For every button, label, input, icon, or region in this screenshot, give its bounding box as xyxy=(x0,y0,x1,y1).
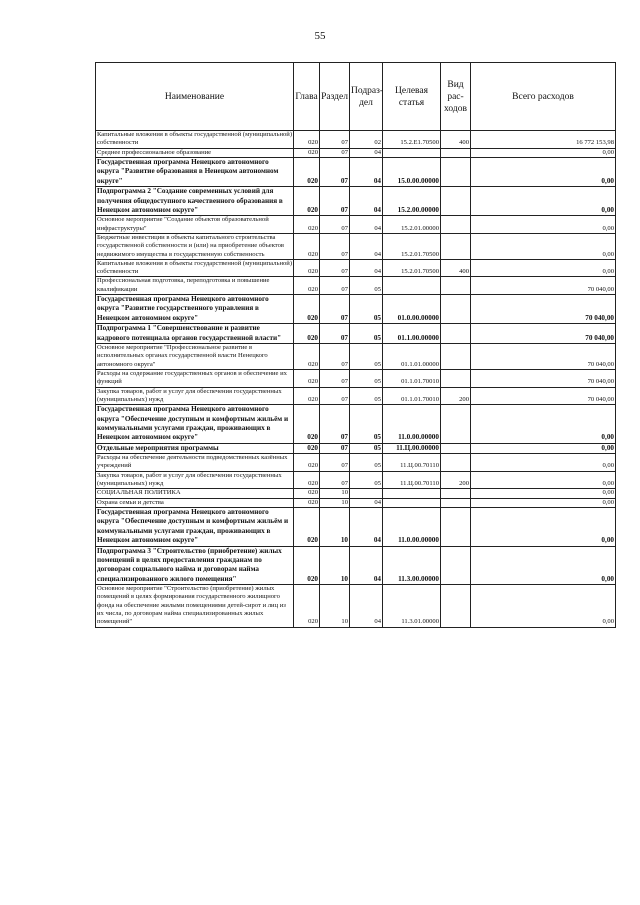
cell-name: Основное мероприятие "Создание объектов образовательной инфраструктуры" xyxy=(96,216,294,234)
cell-name: Охрана семьи и детства xyxy=(96,498,294,507)
cell-glava: 020 xyxy=(294,344,320,370)
cell-glava: 020 xyxy=(294,187,320,216)
cell-total: 70 040,00 xyxy=(471,344,616,370)
cell-vid xyxy=(441,489,471,498)
table-row xyxy=(96,187,616,216)
cell-razdel: 10 xyxy=(320,507,350,546)
cell-total: 70 040,00 xyxy=(471,295,616,324)
cell-target: 11.3.00.00000 xyxy=(383,546,441,585)
cell-podrazdel: 05 xyxy=(350,277,383,295)
table-row xyxy=(96,295,616,324)
cell-razdel: 07 xyxy=(320,187,350,216)
cell-target: 15.2.Е1.70500 xyxy=(383,131,441,149)
cell-razdel: 07 xyxy=(320,387,350,405)
cell-vid xyxy=(441,369,471,387)
cell-total: 0,00 xyxy=(471,585,616,627)
cell-glava: 020 xyxy=(294,489,320,498)
cell-glava: 020 xyxy=(294,157,320,186)
cell-glava: 020 xyxy=(294,259,320,277)
table-row xyxy=(96,507,616,546)
cell-glava: 020 xyxy=(294,546,320,585)
cell-target: 01.1.01.70010 xyxy=(383,369,441,387)
cell-name: Закупка товаров, работ и услуг для обеспечения государственных (муниципальных) нужд xyxy=(96,387,294,405)
cell-total: 0,00 xyxy=(471,233,616,259)
cell-target: 15.2.01.00000 xyxy=(383,216,441,234)
col-header-podrazdel: Подраз-дел xyxy=(350,63,383,131)
cell-vid xyxy=(441,216,471,234)
cell-razdel: 07 xyxy=(320,471,350,489)
cell-name: СОЦИАЛЬНАЯ ПОЛИТИКА xyxy=(96,489,294,498)
cell-razdel: 10 xyxy=(320,498,350,507)
budget-table xyxy=(95,62,616,628)
cell-razdel: 07 xyxy=(320,277,350,295)
cell-vid xyxy=(441,148,471,157)
cell-total: 0,00 xyxy=(471,454,616,472)
cell-razdel: 07 xyxy=(320,216,350,234)
cell-target xyxy=(383,498,441,507)
cell-podrazdel: 05 xyxy=(350,295,383,324)
cell-podrazdel: 05 xyxy=(350,443,383,453)
cell-name: Бюджетные инвестиции в объекты капитального строительства государственной собственности и (или) на приобретение объектов недвижимого имущества в государственную собственность xyxy=(96,233,294,259)
cell-podrazdel: 04 xyxy=(350,259,383,277)
cell-podrazdel: 04 xyxy=(350,216,383,234)
cell-razdel: 07 xyxy=(320,295,350,324)
cell-target: 15.2.01.70500 xyxy=(383,259,441,277)
table-row xyxy=(96,443,616,453)
cell-podrazdel: 05 xyxy=(350,405,383,444)
cell-name: Капитальные вложения в объекты государственной (муниципальной) собственности xyxy=(97,259,293,276)
cell-target: 15.2.00.00000 xyxy=(383,187,441,216)
table-row xyxy=(96,387,616,405)
cell-glava: 020 xyxy=(294,443,320,453)
table-row xyxy=(96,148,616,157)
cell-name: Подпрограмма 2 "Создание современных условий для получения общедоступного качественного образования в Ненецком автономном округе" xyxy=(96,187,294,216)
table-row xyxy=(96,157,616,186)
cell-total: 0,00 xyxy=(471,489,616,498)
cell-name: Отдельные мероприятия программы xyxy=(96,443,294,453)
cell-glava: 020 xyxy=(294,216,320,234)
cell-target xyxy=(383,148,441,157)
table-body xyxy=(96,131,616,628)
table-row xyxy=(96,471,616,489)
cell-total: 0,00 xyxy=(471,546,616,585)
cell-vid xyxy=(441,187,471,216)
cell-total: 0,00 xyxy=(471,471,616,489)
table-row xyxy=(96,498,616,507)
cell-vid xyxy=(441,585,471,627)
cell-podrazdel: 04 xyxy=(350,233,383,259)
table-row xyxy=(96,405,616,444)
cell-total: 70 040,00 xyxy=(471,277,616,295)
cell-glava: 020 xyxy=(294,277,320,295)
cell-total: 0,00 xyxy=(471,259,616,277)
cell-vid xyxy=(441,233,471,259)
cell-podrazdel: 05 xyxy=(350,369,383,387)
cell-target: 01.0.00.00000 xyxy=(383,295,441,324)
cell-vid: 400 xyxy=(441,259,471,277)
cell-vid xyxy=(441,443,471,453)
cell-glava: 020 xyxy=(294,507,320,546)
table-row xyxy=(96,233,616,259)
cell-total: 0,00 xyxy=(471,443,616,453)
cell-razdel: 07 xyxy=(320,405,350,444)
cell-podrazdel: 04 xyxy=(350,187,383,216)
cell-razdel: 07 xyxy=(320,324,350,344)
cell-razdel: 07 xyxy=(320,233,350,259)
cell-target xyxy=(383,277,441,295)
cell-razdel: 10 xyxy=(320,546,350,585)
cell-target: 11.Ц.00.70110 xyxy=(383,471,441,489)
cell-razdel: 10 xyxy=(320,489,350,498)
cell-target: 11.0.00.00000 xyxy=(383,405,441,444)
cell-vid xyxy=(441,507,471,546)
cell-total: 0,00 xyxy=(471,187,616,216)
cell-vid: 200 xyxy=(441,387,471,405)
cell-razdel: 07 xyxy=(320,443,350,453)
cell-razdel: 07 xyxy=(320,157,350,186)
cell-razdel: 07 xyxy=(320,454,350,472)
cell-name: Подпрограмма 1 "Совершенствование и развитие кадрового потенциала органов государственной власти" xyxy=(96,324,294,344)
cell-vid: 200 xyxy=(441,471,471,489)
cell-total: 0,00 xyxy=(471,157,616,186)
cell-glava: 020 xyxy=(294,387,320,405)
cell-target xyxy=(383,489,441,498)
cell-podrazdel: 05 xyxy=(350,471,383,489)
table-row xyxy=(96,324,616,344)
cell-name: Основное мероприятие "Строительство (приобретение) жилых помещений в целях формирования государственного жилищного фонда на обеспечение жилыми помещениями детей-сирот и лиц из их числа, по договорам найма специализированных жилых помещений" xyxy=(96,585,294,627)
table-row xyxy=(96,454,616,472)
cell-vid xyxy=(441,405,471,444)
cell-total: 0,00 xyxy=(471,507,616,546)
cell-total: 70 040,00 xyxy=(471,387,616,405)
cell-podrazdel: 02 xyxy=(350,131,383,149)
cell-glava: 020 xyxy=(294,148,320,157)
table-row xyxy=(96,131,616,149)
cell-podrazdel: 05 xyxy=(350,324,383,344)
cell-total: 70 040,00 xyxy=(471,369,616,387)
cell-name: Основное мероприятие "Профессиональное развитие в исполнительных органах государственной власти Ненецкого автономного округа" xyxy=(96,344,294,370)
col-header-vid: Вид рас-ходов xyxy=(441,63,471,131)
cell-podrazdel: 05 xyxy=(350,387,383,405)
cell-target: 11.0.00.00000 xyxy=(383,507,441,546)
table-row xyxy=(96,489,616,498)
cell-glava: 020 xyxy=(294,585,320,627)
cell-total: 0,00 xyxy=(471,216,616,234)
cell-name: Расходы на содержание государственных органов и обеспечение их функций xyxy=(96,369,294,387)
cell-glava: 020 xyxy=(294,324,320,344)
cell-name: Среднее профессиональное образование xyxy=(96,148,294,157)
col-header-glava: Глава xyxy=(294,63,320,131)
table-row xyxy=(96,344,616,370)
cell-target: 01.1.00.00000 xyxy=(383,324,441,344)
cell-razdel: 10 xyxy=(320,585,350,627)
cell-podrazdel: 04 xyxy=(350,507,383,546)
cell-total: 0,00 xyxy=(471,498,616,507)
cell-total: 0,00 xyxy=(471,148,616,157)
table-row xyxy=(96,369,616,387)
table-row xyxy=(96,546,616,585)
cell-name: Капитальные вложения в объекты государственной (муниципальной) собственности xyxy=(97,131,293,147)
cell-vid xyxy=(441,295,471,324)
cell-podrazdel: 05 xyxy=(350,344,383,370)
col-header-total: Всего расходов xyxy=(471,63,616,131)
cell-vid xyxy=(441,324,471,344)
cell-glava: 020 xyxy=(294,295,320,324)
cell-name: Государственная программа Ненецкого автономного округа "Развитие государственного управления в Ненецком автономном округе" xyxy=(96,295,294,324)
cell-target: 11.Ц.00.70110 xyxy=(383,454,441,472)
cell-name: Расходы на обеспечение деятельности подведомственных казённых учреждений xyxy=(96,454,294,472)
cell-vid xyxy=(441,498,471,507)
cell-target: 01.1.01.00000 xyxy=(383,344,441,370)
col-header-name: Наименование xyxy=(96,63,294,131)
cell-target: 15.2.01.70500 xyxy=(383,233,441,259)
cell-target: 11.3.01.00000 xyxy=(383,585,441,627)
table-row xyxy=(96,277,616,295)
col-header-razdel: Раздел xyxy=(320,63,350,131)
cell-razdel: 07 xyxy=(320,259,350,277)
cell-glava: 020 xyxy=(294,369,320,387)
cell-vid xyxy=(441,344,471,370)
cell-vid xyxy=(441,454,471,472)
cell-podrazdel: 04 xyxy=(350,498,383,507)
cell-total: 0,00 xyxy=(471,405,616,444)
cell-razdel: 07 xyxy=(320,131,350,149)
cell-target: 15.0.00.00000 xyxy=(383,157,441,186)
cell-podrazdel: 04 xyxy=(350,157,383,186)
cell-vid xyxy=(441,546,471,585)
cell-total: 70 040,00 xyxy=(471,324,616,344)
cell-target: 01.1.01.70010 xyxy=(383,387,441,405)
cell-glava: 020 xyxy=(294,233,320,259)
cell-vid xyxy=(441,277,471,295)
cell-vid xyxy=(441,157,471,186)
cell-target: 11.Ц.00.00000 xyxy=(383,443,441,453)
cell-razdel: 07 xyxy=(320,344,350,370)
cell-podrazdel: 05 xyxy=(350,454,383,472)
cell-name: Государственная программа Ненецкого автономного округа "Обеспечение доступным и комфортным жильём и коммунальными услугами граждан, проживающих в Ненецком автономном округе" xyxy=(96,405,294,444)
cell-glava: 020 xyxy=(294,471,320,489)
cell-glava: 020 xyxy=(294,405,320,444)
cell-podrazdel xyxy=(350,489,383,498)
cell-total: 16 772 153,98 xyxy=(471,131,616,149)
cell-glava: 020 xyxy=(294,131,320,149)
col-header-target: Целевая статья xyxy=(383,63,441,131)
table-row xyxy=(96,216,616,234)
table-row xyxy=(96,259,616,277)
cell-glava: 020 xyxy=(294,498,320,507)
cell-podrazdel: 04 xyxy=(350,585,383,627)
page-number: 55 xyxy=(314,30,326,42)
cell-name: Профессиональная подготовка, переподготовка и повышение квалификации xyxy=(96,277,294,295)
cell-vid: 400 xyxy=(441,131,471,149)
table-header-row xyxy=(96,63,616,131)
cell-razdel: 07 xyxy=(320,148,350,157)
cell-razdel: 07 xyxy=(320,369,350,387)
cell-podrazdel: 04 xyxy=(350,546,383,585)
cell-podrazdel: 04 xyxy=(350,148,383,157)
cell-name: Государственная программа Ненецкого автономного округа "Развитие образования в Ненецком автономном округе" xyxy=(96,157,294,186)
cell-name: Закупка товаров, работ и услуг для обеспечения государственных (муниципальных) нужд xyxy=(96,471,294,489)
cell-name: Государственная программа Ненецкого автономного округа "Обеспечение доступным и комфортным жильём и коммунальными услугами граждан, проживающих в Ненецком автономном округе" xyxy=(96,507,294,546)
cell-glava: 020 xyxy=(294,454,320,472)
table-row xyxy=(96,585,616,627)
cell-name: Подпрограмма 3 "Строительство (приобретение) жилых помещений в целях предоставления гражданам по договорам социального найма и договорам найма специализированного жилого помещения" xyxy=(96,546,294,585)
